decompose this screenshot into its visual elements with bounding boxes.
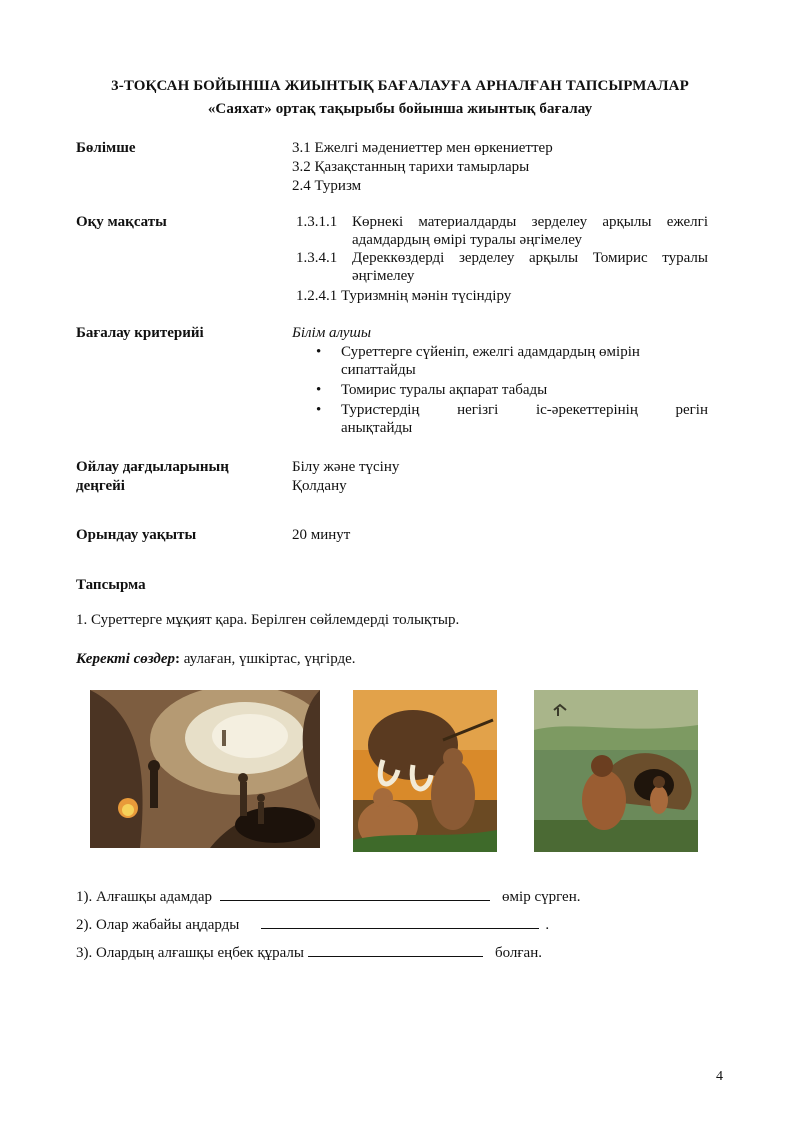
section-item: 2.4 Туризм	[292, 178, 362, 194]
sentence-3: 3). Олардың алғашқы еңбек құралы болған.	[76, 942, 542, 962]
objective-item: 1.3.1.1 Көрнекі материалдарды зерделеу арқылы ежелгі адамдардың өмірі туралы әңгімелеу	[296, 214, 708, 248]
cave-image	[90, 690, 320, 848]
section-item: 3.2 Қазақстанның тарихи тамырлары	[292, 159, 530, 175]
thinking-values: Білу және түсіну Қолдану	[292, 459, 400, 494]
time-value: 20 минут	[292, 527, 351, 543]
criteria-item: • Суреттерге сүйеніп, ежелгі адамдардың өмірін сипаттайды	[316, 344, 640, 378]
section-label: Бөлімше	[76, 140, 136, 156]
sentence-1: 1). Алғашқы адамдар өмір сүрген.	[76, 886, 581, 906]
objective-item: 1.2.4.1 Туризмнің мәнін түсіндіру	[296, 288, 512, 304]
section-list	[292, 139, 553, 196]
stone-tool-image	[534, 690, 698, 852]
objective-text: адамдардың өмірі туралы әңгімелеу	[352, 232, 582, 248]
page-subtitle: «Саяхат» ортақ тақырыбы бойынша жиынтық бағалау	[207, 101, 593, 117]
bullet-icon: •	[316, 344, 322, 360]
task-instruction: 1. Суреттерге мұқият қара. Берілген сөйлемдерді толықтыр.	[76, 612, 460, 628]
criteria-item: • Томирис туралы ақпарат табады	[316, 382, 548, 398]
sentence-2: 2). Олар жабайы аңдарды .	[76, 914, 549, 934]
answer-blank[interactable]	[261, 914, 539, 929]
bullet-icon: •	[316, 402, 322, 418]
bullet-icon: •	[316, 382, 322, 398]
time-label: Орындау уақыты	[76, 527, 197, 543]
criteria-label: Бағалау критерийі	[76, 325, 204, 341]
section-item: 3.1 Ежелгі мәдениеттер мен өркениеттер	[292, 140, 553, 156]
criteria-list	[316, 343, 708, 439]
page-title: 3-ТОҚСАН БОЙЫНША ЖИЫНТЫҚ БАҒАЛАУҒА АРНАЛҒАН ТАПСЫРМАЛАР	[111, 78, 689, 94]
objectives-label: Оқу мақсаты	[76, 214, 167, 230]
objective-text: әңгімелеу	[352, 268, 415, 284]
page-number: 4	[716, 1069, 723, 1084]
objectives-list	[296, 213, 708, 305]
objective-text: Көрнекі материалдарды зерделеу арқылы ежелгі	[352, 214, 708, 230]
mammoth-hunt-image	[353, 690, 497, 852]
objective-text: Дереккөздерді зерделеу арқылы Томирис туралы	[352, 250, 708, 266]
thinking-label: Ойлау дағдыларының деңгейі	[76, 459, 229, 494]
objective-item: 1.3.4.1 Дереккөздерді зерделеу арқылы Томирис туралы әңгімелеу	[296, 250, 708, 284]
answer-blank[interactable]	[220, 886, 490, 901]
criteria-item: • Туристердің негізгі іс-әрекеттерінің регін анықтайды	[316, 402, 708, 436]
criteria-intro: Білім алушы	[292, 325, 372, 341]
task-heading: Тапсырма	[76, 577, 146, 593]
task-words: Керекті сөздер: аулаған, үшкіртас, үңгірде.	[76, 651, 356, 667]
answer-blank[interactable]	[308, 942, 483, 957]
